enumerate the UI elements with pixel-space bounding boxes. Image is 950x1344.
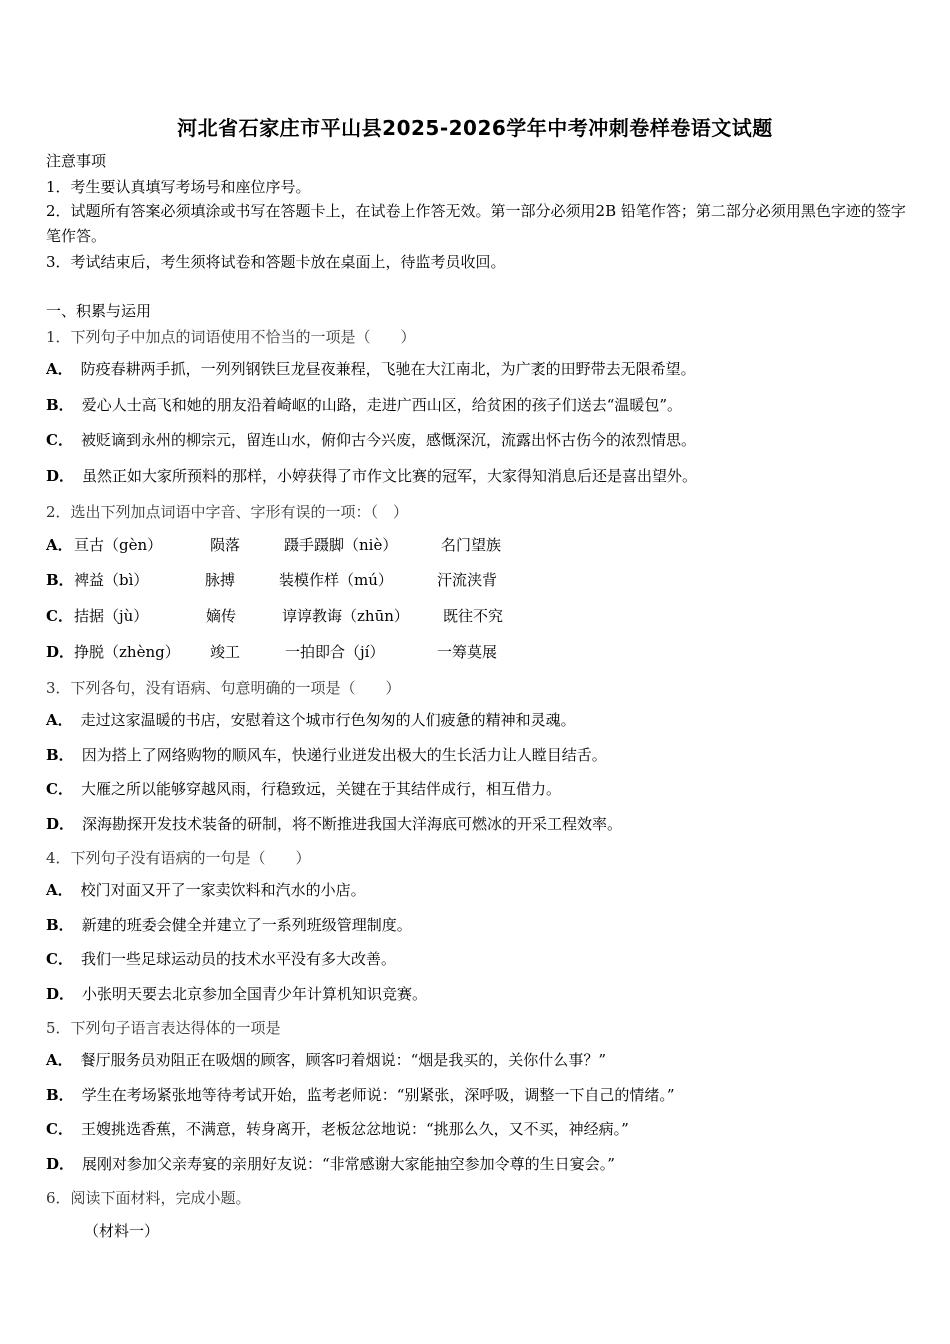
q2-d-cell-4: 一筹莫展 <box>437 643 498 661</box>
option-letter: C． <box>46 780 73 798</box>
option-text: 大雁之所以能够穿越风雨，行稳致远，关键在于其结伴成行，相互借力。 <box>80 780 561 798</box>
option-letter: A． <box>46 711 73 729</box>
option-text: 王嫂挑选香蕉，不满意，转身离开，老板忿忿地说：“挑那么久，又不买，神经病。” <box>80 1120 629 1138</box>
option-letter: B． <box>46 571 74 589</box>
option-letter: B． <box>46 1086 74 1104</box>
notice-item-1: 1．考生要认真填写考场号和座位序号。 <box>46 178 311 196</box>
option-text: 我们一些足球运动员的技术水平没有多大改善。 <box>80 950 396 968</box>
question-4-stem: 4．下列句子没有语病的一句是（ ） <box>46 849 311 867</box>
q1-option-a <box>46 359 696 379</box>
q3-option-d <box>46 814 622 834</box>
q5-option-d <box>46 1154 615 1174</box>
q2-b-cell-1: 裨益（bì） <box>74 571 149 589</box>
q1-option-c <box>46 430 696 450</box>
q2-d-cell-3: 一拍即合（jí） <box>285 643 385 661</box>
option-text: 虽然正如大家所预料的那样，小婷获得了市作文比赛的冠军，大家得知消息后还是喜出望外。 <box>82 467 698 485</box>
option-text: 学生在考场紧张地等待考试开始，监考老师说：“别紧张，深呼吸，调整一下自己的情绪。” <box>81 1086 675 1104</box>
q2-b-cell-4: 汗流浃背 <box>437 571 498 589</box>
q1-option-d <box>46 466 697 486</box>
option-letter: A． <box>46 1051 73 1069</box>
notice-heading: 注意事项 <box>46 152 107 170</box>
option-letter: D． <box>46 985 75 1003</box>
option-letter: A． <box>46 881 73 899</box>
notice-item-3: 3．考试结束后，考生须将试卷和答题卡放在桌面上，待监考员收回。 <box>46 253 506 271</box>
q2-c-cell-4: 既往不究 <box>443 607 504 625</box>
option-letter: C． <box>46 607 73 625</box>
q5-option-b <box>46 1085 675 1105</box>
q4-option-d <box>46 984 427 1004</box>
option-text: 被贬谪到永州的柳宗元，留连山水，俯仰古今兴废，感慨深沉，流露出怀古伤今的浓烈情思。 <box>80 431 696 449</box>
q2-d-cell-2: 竣工 <box>210 643 241 661</box>
option-text: 校门对面又开了一家卖饮料和汽水的小店。 <box>80 881 366 899</box>
q2-c-cell-3: 谆谆教诲（zhūn） <box>282 607 409 625</box>
notice-item-2: 2．试题所有答案必须填涂或书写在答题卡上，在试卷上作答无效。第一部分必须用2B 铅笔作答；第二部分必须用黑色字迹的签字笔作答。 <box>46 202 906 245</box>
option-letter: C． <box>46 950 73 968</box>
option-letter: B． <box>46 916 74 934</box>
option-text: 爱心人士高飞和她的朋友沿着崎岖的山路，走进广西山区，给贫困的孩子们送去“温暖包”。 <box>81 396 683 414</box>
q2-a-cell-3: 蹑手蹑脚（niè） <box>284 536 398 554</box>
question-1-stem: 1．下列句子中加点的词语使用不恰当的一项是（ ） <box>46 328 416 346</box>
option-letter: D． <box>46 643 75 661</box>
option-letter: B． <box>46 746 74 764</box>
q2-c-cell-2: 嫡传 <box>206 607 237 625</box>
q1-option-b <box>46 395 682 415</box>
option-text: 防疫春耕两手抓，一列列钢铁巨龙昼夜兼程，飞驰在大江南北，为广袤的田野带去无限希望。 <box>80 360 696 378</box>
q2-b-cell-2: 脉搏 <box>205 571 236 589</box>
section-heading: 一、积累与运用 <box>46 302 152 320</box>
q3-option-c <box>46 779 561 799</box>
question-2-stem: 2．选出下列加点词语中字音、字形有误的一项：（ ） <box>46 503 409 521</box>
q3-option-b <box>46 745 607 765</box>
option-text: 新建的班委会健全并建立了一系列班级管理制度。 <box>81 916 412 934</box>
page-title: 河北省石家庄市平山县2025-2026学年中考冲刺卷样卷语文试题 <box>177 116 773 140</box>
question-5-stem: 5．下列句子语言表达得体的一项是 <box>46 1019 281 1037</box>
option-letter: A． <box>46 360 73 378</box>
option-letter: D． <box>46 1155 75 1173</box>
option-text: 餐厅服务员劝阻正在吸烟的顾客，顾客叼着烟说：“烟是我买的，关你什么事？” <box>80 1051 606 1069</box>
q2-c-cell-1: 拮据（jù） <box>74 607 149 625</box>
q2-a-cell-1: 亘古（gèn） <box>74 536 163 554</box>
question-6-stem: 6．阅读下面材料，完成小题。 <box>46 1189 251 1207</box>
q2-a-cell-2: 陨落 <box>210 536 241 554</box>
q3-option-a <box>46 710 576 730</box>
q4-option-c <box>46 949 396 969</box>
q4-option-b <box>46 915 412 935</box>
option-letter: B． <box>46 396 74 414</box>
option-text: 走过这家温暖的书店，安慰着这个城市行色匆匆的人们疲惫的精神和灵魂。 <box>80 711 576 729</box>
q2-a-cell-4: 名门望族 <box>441 536 502 554</box>
material-label: （材料一） <box>84 1222 160 1240</box>
q2-d-cell-1: 挣脱（zhèng） <box>74 643 180 661</box>
q5-option-c <box>46 1119 629 1139</box>
option-letter: D． <box>46 815 75 833</box>
q2-b-cell-3: 装模作样（mú） <box>279 571 393 589</box>
option-letter: A． <box>46 536 73 554</box>
option-text: 小张明天要去北京参加全国青少年计算机知识竞赛。 <box>82 985 428 1003</box>
question-3-stem: 3．下列各句，没有语病、句意明确的一项是（ ） <box>46 679 401 697</box>
option-letter: D． <box>46 467 75 485</box>
option-letter: C． <box>46 1120 73 1138</box>
option-letter: C． <box>46 431 73 449</box>
q4-option-a <box>46 880 366 900</box>
q5-option-a <box>46 1050 606 1070</box>
option-text: 展刚对参加父亲寿宴的亲朋好友说：“非常感谢大家能抽空参加令尊的生日宴会。” <box>82 1155 615 1173</box>
option-text: 深海勘探开发技术装备的研制，将不断推进我国大洋海底可燃冰的开采工程效率。 <box>82 815 623 833</box>
option-text: 因为搭上了网络购物的顺风车，快递行业迸发出极大的生长活力让人瞠目结舌。 <box>81 746 607 764</box>
